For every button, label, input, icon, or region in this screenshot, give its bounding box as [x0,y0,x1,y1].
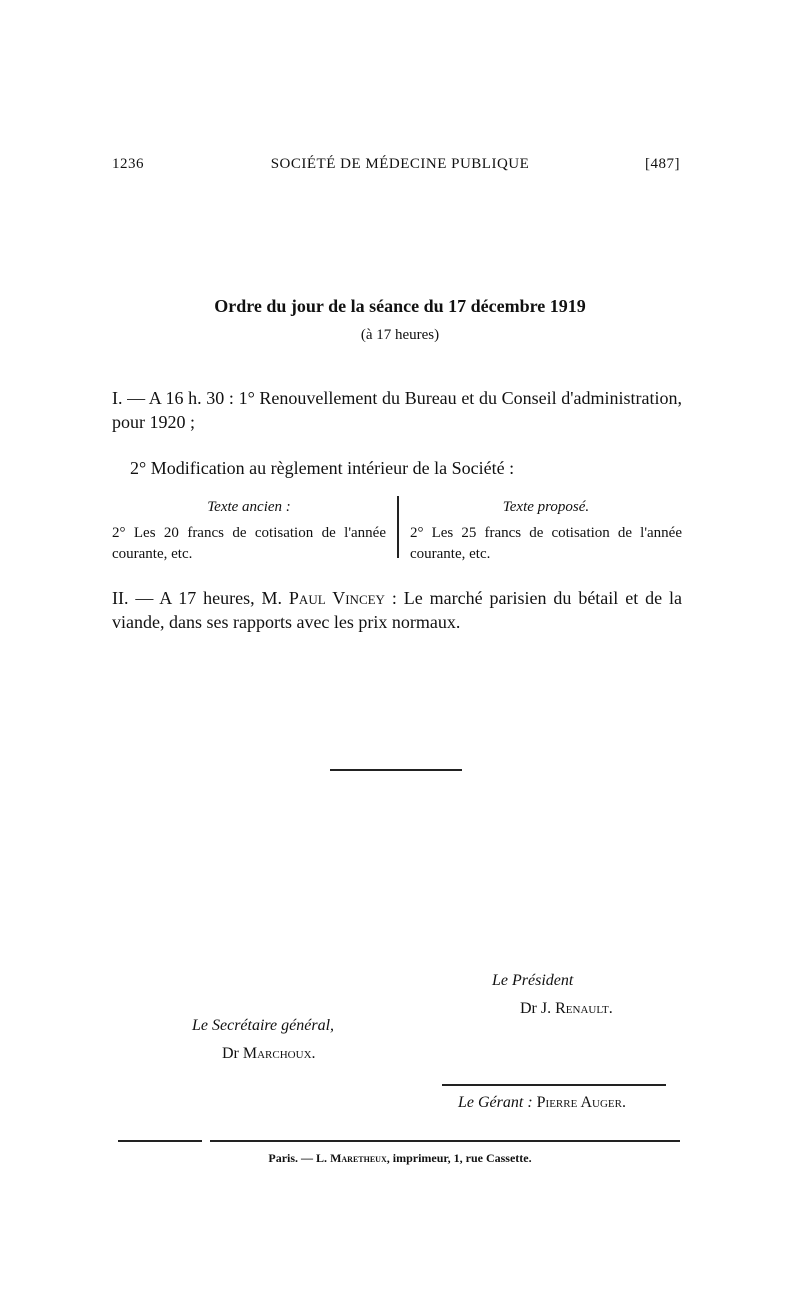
column-divider [397,496,399,558]
section-separator [330,769,462,771]
gerant-rule [442,1084,666,1086]
secretary-name: Marchoux. [242,1045,316,1062]
secretary-prefix: Dr [222,1045,239,1062]
item3-prefix: II. — A 17 heures, M. [112,588,283,608]
new-text-heading: Texte proposé. [502,499,590,515]
footer-rule-right [210,1140,680,1142]
gerant-label: Le Gérant : [458,1094,533,1111]
item3-rest: : Le marché parisien du bétail et de la viande, dans ses rapports avec les prix normaux. [112,588,682,632]
printer-rest: , imprimeur, 1, rue Cassette. [386,1151,532,1165]
running-title: SOCIÉTÉ DE MÉDECINE PUBLIQUE [270,156,530,172]
agenda-item-1: I. — A 16 h. 30 : 1° Renouvellement du Bureau et du Conseil d'administration, pour 1920 ; [112,388,682,432]
speaker-name: Paul Vincey [288,588,385,608]
old-text-body: 2° Les 20 francs de cotisation de l'année courante, etc. [112,525,386,562]
secretary-title: Le Secrétaire général, [192,1017,335,1034]
gerant-name: Pierre Auger. [536,1094,626,1111]
printer-prefix: Paris. — L. [268,1151,328,1165]
agenda-subtitle: (à 17 heures) [360,327,440,343]
new-text-body: 2° Les 25 francs de cotisation de l'année courante, etc. [410,525,682,562]
president-title: Le Président [492,972,574,989]
bracket-number: [487] [645,156,680,172]
old-text-heading: Texte ancien : [207,499,291,515]
president-prefix: Dr J. [520,1000,552,1017]
printer-name: Maretheux [330,1151,387,1165]
page-number: 1236 [112,156,144,172]
agenda-item-2: 2° Modification au règlement intérieur de la Société : [130,458,515,478]
gerant-line [458,1094,626,1112]
secretary-signature [222,1045,316,1063]
new-text-column [410,497,682,565]
president-name: Renault. [555,1000,613,1017]
agenda-title: Ordre du jour de la séance du 17 décembre 1919 [214,296,586,316]
old-text-column [112,497,386,565]
footer-rule-left [118,1140,202,1142]
president-signature [520,1000,613,1018]
agenda-item-3 [112,586,682,634]
printer-imprint [0,1151,800,1166]
